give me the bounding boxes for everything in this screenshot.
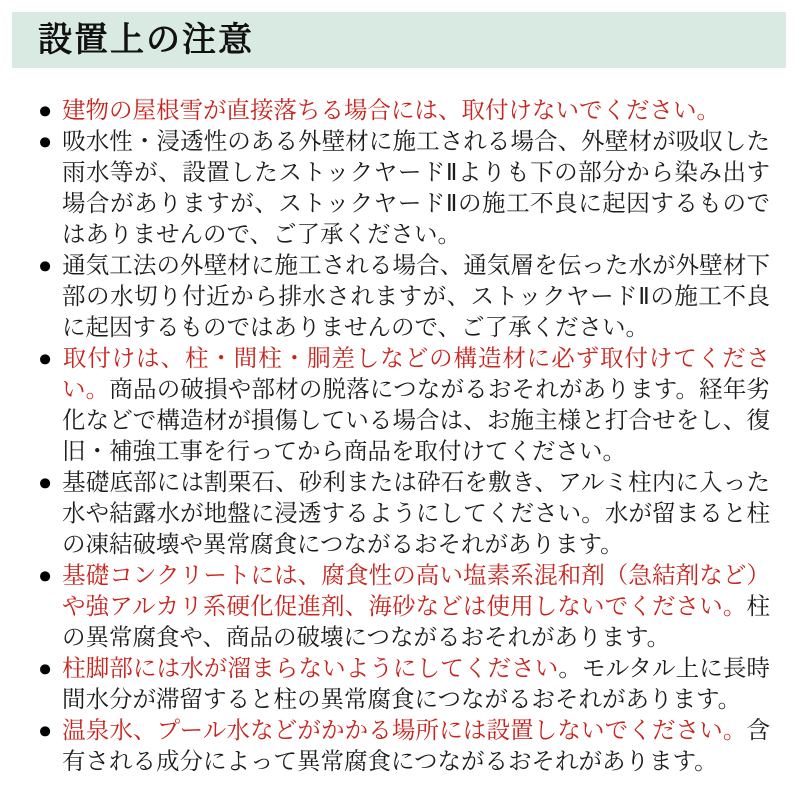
notice-item (38, 250, 770, 343)
notice-text-segment: 取付けは、柱・間柱・胴差しなどの構造材に必ず取付けてください。 (62, 345, 770, 402)
bullet-icon: ● (38, 97, 53, 123)
notice-item (38, 653, 770, 715)
bullet-icon: ● (38, 562, 53, 588)
notice-text-segment: 。モルタル上に長時間水分が滞留すると柱の異常腐食につながるおそれがあります。 (62, 655, 771, 712)
notice-item (38, 95, 770, 126)
notice-text-segment: 柱脚部には水が溜まらないようにしてください (62, 655, 559, 681)
notice-text-segment: 基礎底部には割栗石、砂利または砕石を敷き、アルミ柱内に入った水や結露水が地盤に浸透するようにしてください。水が留まると柱の凍結破壊や異常腐食につながるおそれがあります。 (62, 469, 770, 557)
notice-item (38, 715, 770, 777)
notice-text-segment: 通気工法の外壁材に施工される場合、通気層を伝った水が外壁材下部の水切り付近から排水されますが、ストックヤードⅡの施工不良に起因するものではありませんので、ご了承ください。 (62, 252, 770, 340)
notice-text-segment: 含有される成分によって異常腐食につながるおそれがあります。 (62, 717, 770, 774)
bullet-icon: ● (38, 252, 53, 278)
notice-text-segment: 温泉水、プール水などがかかる場所には設置しないでください。 (62, 717, 747, 743)
bullet-icon: ● (38, 345, 53, 371)
notice-item (38, 126, 770, 250)
notice-text-segment: 吸水性・浸透性のある外壁材に施工される場合、外壁材が吸収した雨水等が、設置したストックヤードⅡよりも下の部分から染み出す場合がありますが、ストックヤードⅡの施工不良に起因するものではありませんので、ご了承ください。 (62, 128, 770, 247)
bullet-icon: ● (38, 655, 53, 681)
notice-item (38, 560, 770, 653)
page-header (12, 12, 786, 68)
bullet-icon: ● (38, 469, 53, 495)
notice-item (38, 467, 770, 560)
notice-text-segment: 商品の破損や部材の脱落につながるおそれがあります。経年劣化などで構造材が損傷している場合は、お施主様と打合せをし、復旧・補強工事を行ってから商品を取付けてください。 (62, 376, 770, 464)
notice-item (38, 343, 770, 467)
bullet-icon: ● (38, 128, 53, 154)
notice-text-segment: 建物の屋根雪が直接落ちる場合には、取付けないでください。 (62, 97, 720, 123)
notice-text-segment: 柱の異常腐食や、商品の破壊につながるおそれがあります。 (62, 593, 770, 650)
page-title: 設置上の注意 (38, 21, 254, 59)
notice-list (0, 95, 770, 777)
notice-text-segment: 基礎コンクリートには、腐食性の高い塩素系混和剤（急結剤など）や強アルカリ系硬化促進剤、海砂などは使用しないでください。 (62, 562, 770, 619)
bullet-icon: ● (38, 717, 53, 743)
